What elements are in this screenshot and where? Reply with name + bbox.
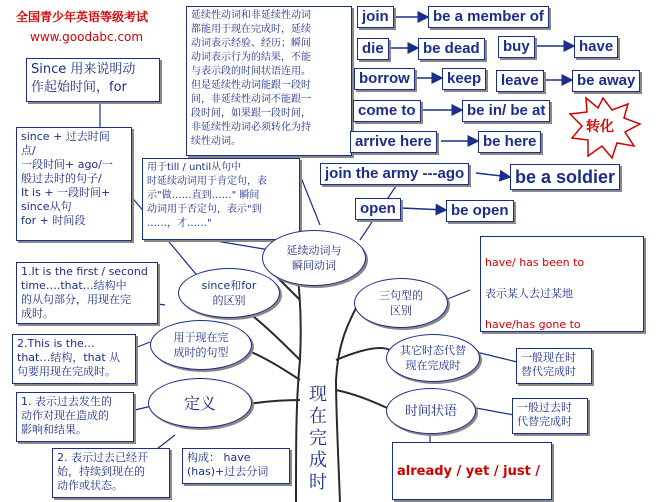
note-definition-1: 1. 表示过去发生的 动作对现在造成的 影响和结果。 bbox=[16, 392, 134, 442]
gone-to-phrase: have/has gone to bbox=[485, 317, 581, 331]
pair-from-buy: buy bbox=[498, 36, 535, 58]
oval-three-patterns: 三句型的 区别 bbox=[354, 278, 448, 328]
pair-to-be-a-member-of: be a member of bbox=[428, 6, 549, 28]
pair-from-join-the-army: join the army ---ago bbox=[320, 163, 469, 185]
note-been-gone bbox=[480, 236, 644, 332]
oval-since-for: since和for 的区别 bbox=[178, 268, 280, 318]
been-to-meaning: 表示某人去过某地 bbox=[485, 286, 573, 300]
note-simple-past: 一般过去时 代替完成时 bbox=[512, 398, 588, 434]
pair-to-be-open: be open bbox=[446, 200, 514, 222]
been-to-phrase: have/ has been to bbox=[485, 255, 585, 269]
note-continuous-verbs: 延续性动词和非延续性动词 都能用于现在完成时，延续 动词表示经验、经历；瞬间 动词表示行为的结果，不能 与表示段的时间状语连用。 但是延续性动词能跟一段时 间，非延续性动词不能跟一 段时间，如果跟一段时间， 非延续性动词必须转化为持 续性动词。 bbox=[186, 6, 352, 156]
pair-from-open: open bbox=[355, 198, 401, 220]
pair-from-leave: leave bbox=[496, 70, 544, 92]
pair-to-keep: keep bbox=[442, 68, 486, 90]
site-url[interactable]: www.goodabc.com bbox=[30, 30, 144, 44]
pair-to-be-here: be here bbox=[478, 131, 541, 153]
pair-to-be-dead: be dead bbox=[418, 38, 485, 60]
pair-to-have: have bbox=[574, 36, 618, 58]
note-till-until: 用于till / until从句中 时延续动词用于肯定句，表 示"做……直到……" 瞬间 动词用于否定句，表示"到 ……，才……" bbox=[142, 158, 300, 240]
note-since-past: since + 过去时间 点/ 一段时间+ ago/一 般过去时的句子/ It is + 一段时间+ since从句 for + 时间段 bbox=[16, 127, 132, 241]
note-form: 构成： have (has)+过去分词 bbox=[182, 448, 290, 484]
pair-to-be-in-be-at: be in/ be at bbox=[462, 100, 550, 122]
adverbs-line-1: already / yet / just / bbox=[397, 464, 541, 479]
oval-in-pattern: 用于现在完 成时的句型 bbox=[150, 320, 252, 370]
burst-label: 转化 bbox=[586, 119, 614, 135]
note-first-second: 1.It is the first / second time….that…结构中 的从句部分，用现在完 成时。 bbox=[16, 262, 158, 324]
note-since-usage: Since 用来说明动 作起始时间，for bbox=[26, 58, 160, 102]
pair-to-be-away: be away bbox=[572, 70, 640, 92]
center-label: 现 在 完 成 时 bbox=[309, 384, 327, 493]
pair-from-die: die bbox=[357, 38, 389, 60]
site-title: 全国青少年英语等级考试 bbox=[16, 10, 149, 24]
note-this-is-the: 2.This is the… that…结构，that 从 句要用现在完成时。 bbox=[12, 334, 136, 384]
pair-from-come-to: come to bbox=[353, 100, 421, 122]
note-adverbs bbox=[392, 442, 552, 500]
adverbs-line-2 bbox=[397, 499, 547, 500]
oval-definition: 定义 bbox=[148, 378, 252, 428]
oval-other-tenses: 其它时态代替 现在完成时 bbox=[386, 334, 480, 382]
pair-from-join: join bbox=[357, 6, 394, 28]
note-simple-present: 一般现在时 替代完成时 bbox=[516, 348, 592, 384]
note-definition-2: 2. 表示过去已经开 始，持续到现在的 动作或状态。 bbox=[52, 448, 170, 498]
pair-from-arrive-here: arrive here bbox=[350, 131, 437, 153]
oval-time-adverbials: 时间状语 bbox=[386, 388, 476, 434]
pair-from-borrow: borrow bbox=[354, 68, 415, 90]
oval-continuous-verbs: 延续动词与 瞬间动词 bbox=[262, 230, 366, 286]
pair-to-be-a-soldier: be a soldier bbox=[510, 164, 620, 190]
